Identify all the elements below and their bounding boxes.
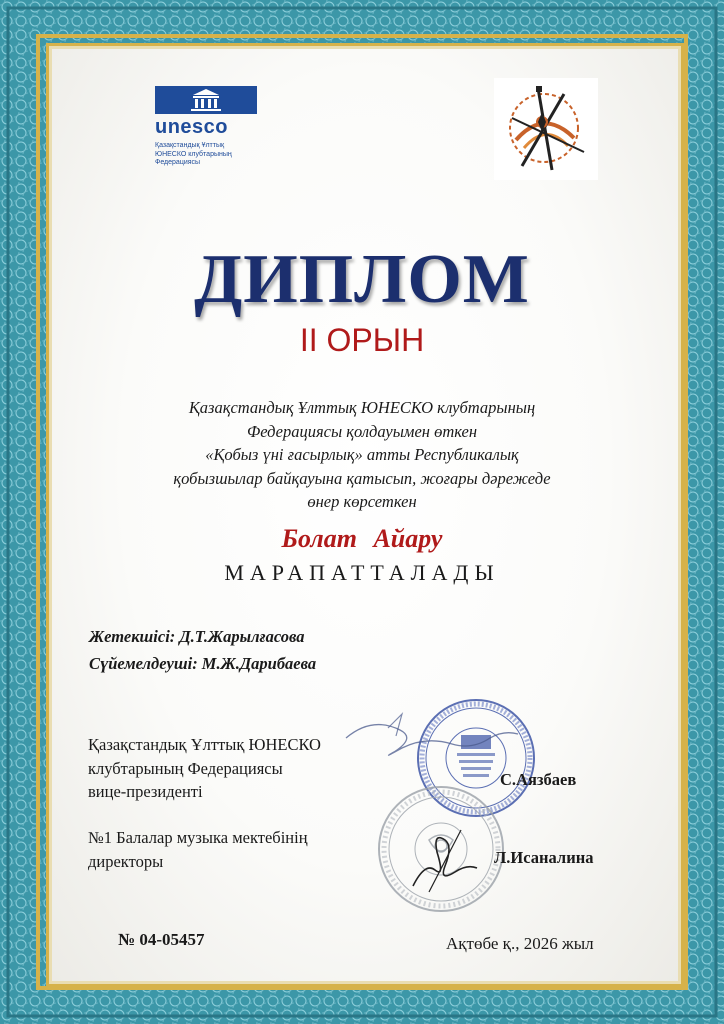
awarded-word: МАРАПАТТАЛАДЫ — [224, 560, 500, 585]
unesco-temple-icon — [155, 86, 257, 114]
signatory-1-title — [88, 733, 321, 804]
description-line: «Қобыз үні ғасырлық» атты Республикалық — [205, 445, 519, 464]
signature-1 — [342, 708, 522, 778]
description-line: Қазақстандық Ұлттық ЮНЕСКО клубтарының — [188, 398, 536, 417]
kobyz-emblem-icon — [494, 78, 598, 180]
signatory-2-name: Л.Исаналина — [494, 848, 594, 867]
supervisor-line: Жетекшісі: Д.Т.Жарылғасова — [89, 627, 305, 646]
accompanist-line: Сүйемелдеуші: М.Ж.Дарибаева — [89, 654, 317, 673]
award-description — [60, 396, 664, 514]
unesco-subtitle-line: Федерациясы — [155, 159, 201, 166]
signatory-1-name: С.Аязбаев — [500, 770, 577, 789]
unesco-subtitle-line: ЮНЕСКО клубтарының — [155, 150, 232, 158]
signatory-2-title — [88, 826, 308, 873]
unesco-subtitle — [155, 142, 232, 168]
unesco-wordmark: unesco — [155, 116, 229, 138]
diploma-number: № 04-05457 — [118, 930, 205, 949]
signature-2 — [405, 822, 485, 900]
description-line: өнер көрсеткен — [307, 492, 417, 511]
unesco-logo — [155, 86, 259, 170]
awardee-name: Болат Айару — [281, 524, 443, 553]
signatory-2-line: №1 Балалар музыка мектебінің — [88, 828, 308, 847]
diploma-title: ДИПЛОМ — [194, 241, 530, 318]
place-and-date: Ақтөбе қ., 2026 жыл — [446, 934, 594, 953]
description-line: Федерациясы қолдауымен өткен — [246, 421, 478, 441]
signatory-1-line: клубтарының Федерациясы — [88, 758, 283, 778]
place-label: II ОРЫН — [299, 322, 425, 358]
signatory-1-line: вице-президенті — [88, 782, 203, 801]
unesco-subtitle-line: Қазақстандық Ұлттық — [155, 142, 225, 149]
staff-block — [89, 623, 316, 677]
signatory-2-line: директоры — [88, 851, 164, 871]
description-line: қобызшылар байқауына қатысып, жоғары дәрежеде — [173, 468, 551, 488]
signatory-1-line: Қазақстандық Ұлттық ЮНЕСКО — [88, 735, 321, 754]
